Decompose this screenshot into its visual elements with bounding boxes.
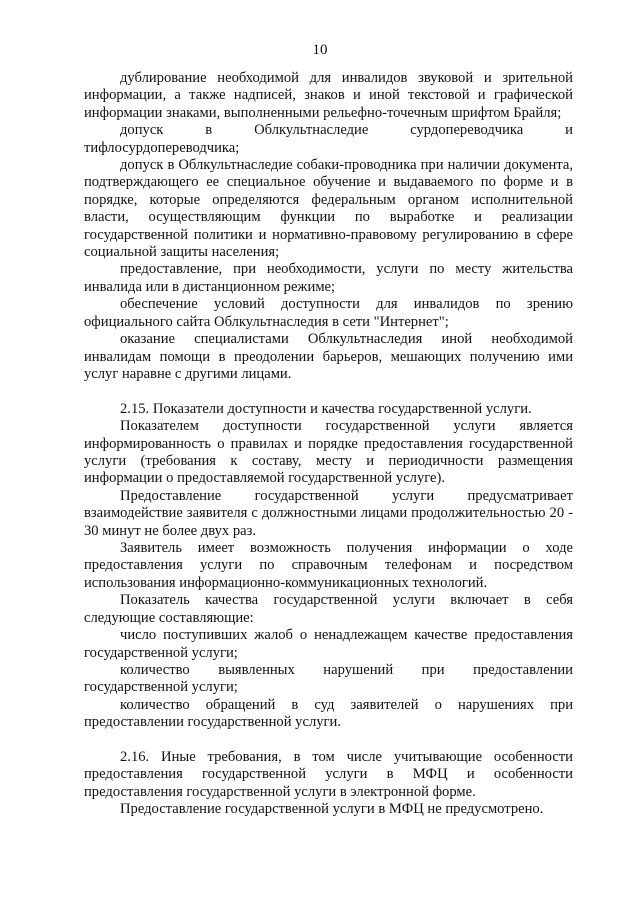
paragraph-sign-interpreter: допуск в Облкультнаследие сурдопереводчика и тифлосурдопереводчика;: [84, 122, 573, 156]
page-number: 10: [312, 42, 328, 58]
section-gap: [84, 383, 573, 401]
paragraph-website-accessibility: обеспечение условий доступности для инвалидов по зрению официального сайта Облкультнаследия в сети "Интернет";: [84, 296, 573, 330]
section-gap: [84, 732, 573, 750]
paragraph-violations-count: количество выявленных нарушений при предоставлении государственной услуги;: [84, 661, 573, 696]
paragraph-accessibility-indicator: Показателем доступности государственной услуги является информированность о правилах и порядке предоставления государственной услуги (требования к составу, месту и периодичности размещения информации о предоставляемой государственной услуге).: [84, 418, 573, 487]
paragraph-remote-service: предоставление, при необходимости, услуги по месту жительства инвалида или в дистанционном режиме;: [84, 261, 573, 295]
paragraph-staff-assistance: оказание специалистами Облкультнаследия иной необходимой инвалидам помощи в преодолении барьеров, мешающих получению ими услуг наравне с другими лицами.: [84, 331, 573, 382]
paragraph-guide-dog: допуск в Облкультнаследие собаки-проводника при наличии документа, подтверждающего ее специальное обучение и выдаваемого по форме и в порядке, которые определяются федеральным органом исполнительной власти, осуществляющим функции по выработке и реализации государственной политики и нормативно-правовому регулированию в сфере социальной защиты населения;: [84, 157, 573, 261]
section-heading-2-16: 2.16. Иные требования, в том числе учитывающие особенности предоставления государственной услуги в МФЦ и особенности предоставления государственной услуги в электронной форме.: [84, 749, 573, 800]
paragraph-braille-duplication: дублирование необходимой для инвалидов звуковой и зрительной информации, а также надписей, знаков и иной текстовой и графической информации знаками, выполненными рельефно-точечным шрифтом Брайля;: [84, 70, 573, 121]
paragraph-interaction-duration: Предоставление государственной услуги предусматривает взаимодействие заявителя с должностными лицами продолжительностью 20 - 30 минут не более двух раз.: [84, 487, 573, 539]
section-heading-2-15: 2.15. Показатели доступности и качества государственной услуги.: [120, 400, 532, 417]
paragraph-information-access: Заявитель имеет возможность получения информации о ходе предоставления услуги по справочным телефонам и посредством использования информационно-коммуникационных технологий.: [84, 540, 573, 591]
document-body: [84, 70, 573, 819]
paragraph-quality-indicator: Показатель качества государственной услуги включает в себя следующие составляющие:: [84, 592, 573, 626]
paragraph-mfc-not-provided: Предоставление государственной услуги в МФЦ не предусмотрено.: [120, 801, 544, 818]
paragraph-court-appeals-count: количество обращений в суд заявителей о нарушениях при предоставлении государственной услуги.: [84, 696, 573, 731]
paragraph-complaints-count: число поступивших жалоб о ненадлежащем качестве предоставления государственной услуги;: [84, 627, 573, 661]
